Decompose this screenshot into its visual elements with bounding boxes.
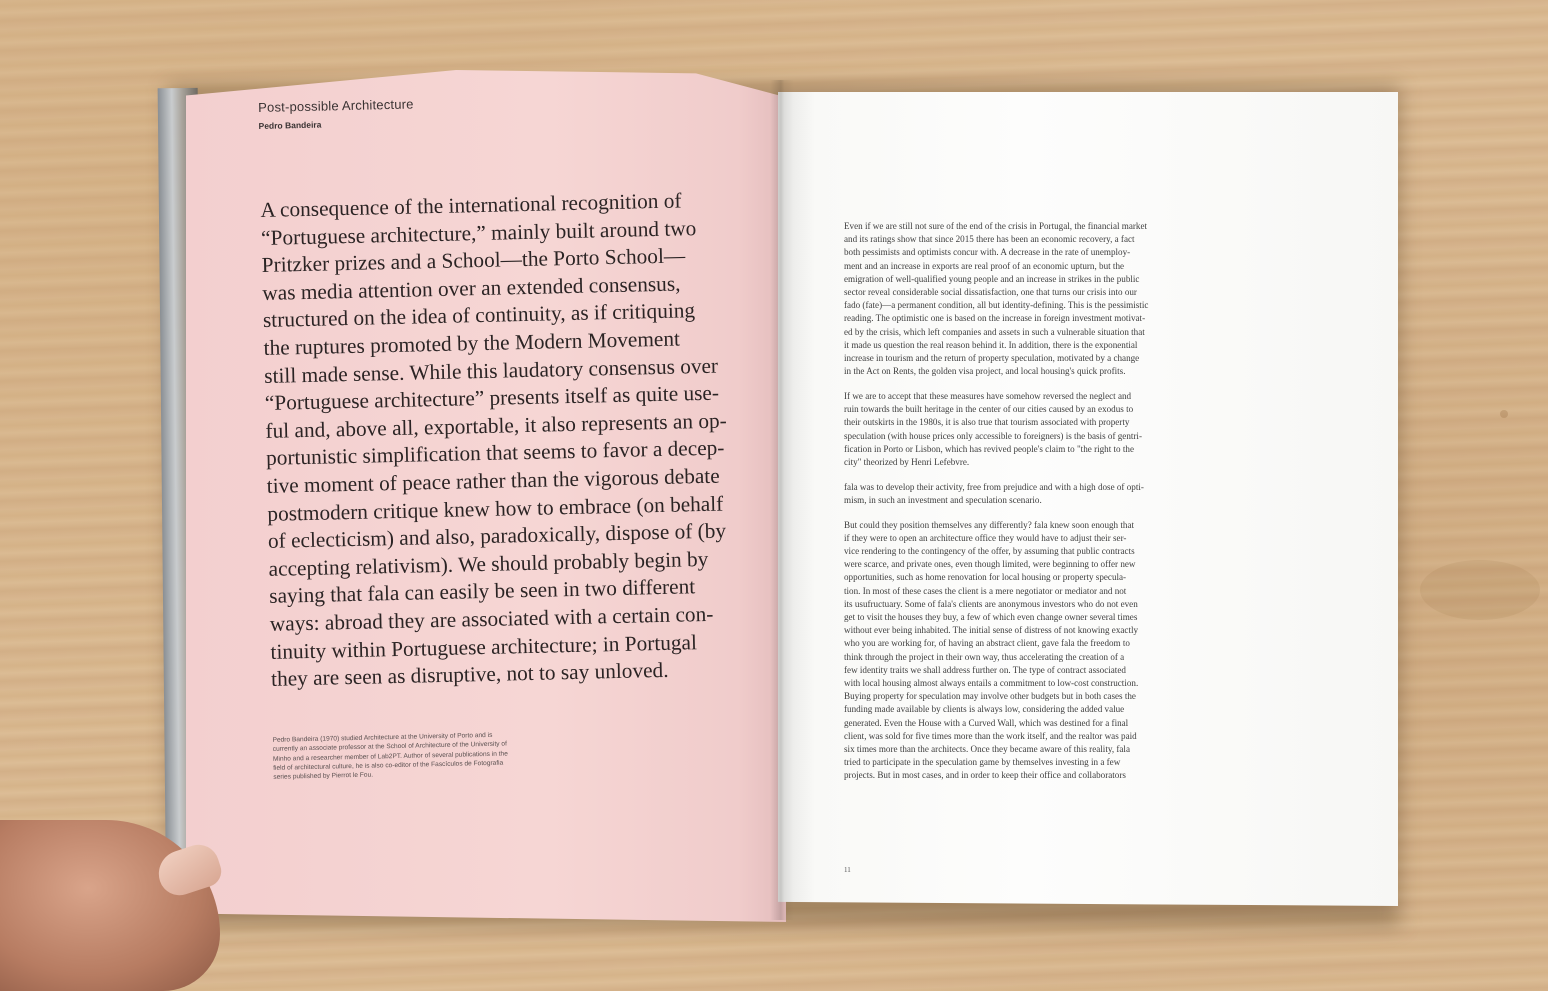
- body-line: client, was sold for five times more than the work itself, and the realtor was paid: [844, 730, 1137, 741]
- quote-line: Pritzker prizes and a School—the Porto School—: [261, 243, 686, 278]
- quote-line: tive moment of peace rather than the vigorous debate: [266, 463, 720, 498]
- body-line: both pessimists and optimists concur with. A decrease in the rate of unemploy-: [844, 247, 1131, 258]
- body-line: Even if we are still not sure of the end of the crisis in Portugal, the financial market: [844, 221, 1148, 231]
- quote-line: structured on the idea of continuity, as if critiquing: [262, 298, 696, 333]
- body-line: ment and an increase in exports are real proof of an economic upturn, but the: [844, 260, 1125, 271]
- pull-quote: [260, 186, 751, 693]
- left-page-content: [258, 89, 753, 782]
- quote-line: A consequence of the international recognition of: [260, 188, 682, 222]
- quote-line: accepting relativism). We should probably begin by: [268, 546, 709, 581]
- quote-line: still made sense. While this laudatory consensus over: [263, 353, 719, 388]
- body-line: fication in Porto or Lisbon, which has revived people's claim to "the right to the: [844, 443, 1134, 454]
- body-line: reading. The optimistic one is based on the increase in foreign investment motivat-: [844, 313, 1146, 324]
- quote-line: “Portuguese architecture” presents itself as quite use-: [264, 380, 720, 416]
- body-line: Buying property for speculation may involve other budgets but in both cases the: [844, 691, 1136, 702]
- quote-line: was media attention over an extended consensus,: [262, 271, 681, 305]
- right-page-body: [844, 220, 1216, 794]
- body-line: fado (fate)—a permanent condition, all but identity-defining. This is the pessimistic: [844, 300, 1149, 311]
- book-gutter: [770, 80, 794, 920]
- body-line: opportunities, such as home renovation for local housing or property specula-: [844, 572, 1127, 583]
- quote-line: they are seen as disruptive, not to say unloved.: [270, 657, 669, 691]
- body-line: get to visit the houses they buy, a few of which even change owner several times: [844, 611, 1138, 622]
- body-line: who you are working for, of having an abstract client, gave fala the freedom to: [844, 638, 1130, 649]
- body-line: speculation (with house prices only accessible to foreigners) is the basis of gentri-: [844, 430, 1142, 441]
- body-line: But could they position themselves any differently? fala knew soon enough that: [844, 519, 1135, 530]
- bio-line: series published by Pierrot le Fou.: [273, 771, 374, 782]
- body-paragraph: [844, 220, 1216, 378]
- body-line: funding made available by clients is always low, considering the added value: [844, 704, 1125, 715]
- body-paragraph: [844, 390, 1216, 469]
- body-line: vice rendering to the contingency of the offer, by assuming that public contracts: [844, 545, 1135, 556]
- body-line: tion. In most of these cases the client is a mere negotiator or mediator and not: [844, 585, 1127, 596]
- body-line: city" theorized by Henri Lefebvre.: [844, 456, 970, 467]
- body-line: its usufructuary. Some of fala's clients are anonymous investors who do not even: [844, 598, 1138, 609]
- quote-line: the ruptures promoted by the Modern Movement: [263, 326, 681, 360]
- quote-line: “Portuguese architecture,” mainly built around two: [260, 215, 697, 250]
- quote-line: ways: abroad they are associated with a certain con-: [269, 601, 714, 636]
- body-line: think through the project in their own way, thus accelerating the creation of a: [844, 651, 1125, 662]
- quote-line: saying that fala can easily be seen in two different: [268, 574, 696, 609]
- body-line: tried to participate in the speculation game by themselves investing in a few: [844, 757, 1121, 768]
- quote-line: portunistic simplification that seems to favor a decep-: [265, 435, 725, 471]
- body-line: ed by the crisis, which left companies and assets in such a vulnerable situation that: [844, 326, 1145, 337]
- running-author: Pedro Bandeira: [258, 119, 322, 131]
- body-line: fala was to develop their activity, free from prejudice and with a high dose of opti-: [844, 481, 1144, 492]
- bio-line: Pedro Bandeira (1970) studied Architecture at the University of Porto and is: [272, 731, 493, 744]
- body-line: ruin towards the built heritage in the center of our cities caused by an exodus to: [844, 404, 1134, 415]
- body-line: it made us question the real reason behind it. In addition, there is the exponential: [844, 339, 1138, 350]
- bio-line: field of architectural culture, he is also co-editor of the Fascículos de Fotografia: [273, 759, 504, 772]
- body-paragraph: [844, 519, 1216, 783]
- body-line: emigration of well-qualified young people and an increase in strikes in the public: [844, 273, 1140, 284]
- body-line: increase in tourism and the return of property speculation, motivated by a change: [844, 353, 1140, 364]
- body-line: mism, in such an investment and speculation scenario.: [844, 494, 1042, 505]
- body-line: If we are to accept that these measures have somehow reversed the neglect and: [844, 390, 1132, 401]
- body-line: were scarce, and private ones, even though limited, were beginning to offer new: [844, 559, 1136, 570]
- body-line: their outskirts in the 1980s, it is also true that tourism associated with property: [844, 417, 1130, 428]
- body-line: projects. But in most cases, and in order to keep their office and collaborators: [844, 770, 1126, 781]
- body-line: with local housing almost always entails a commitment to low-cost construction.: [844, 678, 1139, 688]
- bio-line: currently an associate professor at the School of Architecture of the University of: [272, 740, 507, 753]
- quote-line: tinuity within Portuguese architecture; in Portugal: [270, 629, 698, 664]
- body-line: few identity traits we shall address further on. The type of contract associated: [844, 664, 1126, 675]
- quote-line: of eclecticism) and also, paradoxically, dispose of (by: [267, 518, 727, 554]
- body-line: and its ratings show that since 2015 there has been an economic recovery, a fact: [844, 234, 1135, 245]
- quote-line: postmodern critique knew how to embrace (on behalf: [267, 491, 724, 526]
- body-paragraph: [844, 481, 1216, 507]
- wood-knot: [1500, 410, 1508, 418]
- body-line: six times more than the architects. Once they became aware of this reality, fala: [844, 744, 1130, 755]
- bio-line: Minho and a researcher member of Lab2PT. Author of several publications in the: [272, 750, 508, 763]
- body-line: if they were to open an architecture office they would have to adjust their ser-: [844, 532, 1127, 543]
- running-title: Post-possible Architecture: [258, 96, 414, 115]
- body-line: in the Act on Rents, the golden visa project, and local housing's quick profits.: [844, 366, 1126, 377]
- page-number: 11: [844, 866, 851, 874]
- wood-knot: [1420, 560, 1540, 620]
- body-line: without ever being inhabited. The initial sense of distress of not knowing exactly: [844, 625, 1139, 636]
- quote-line: ful and, above all, exportable, it also represents an op-: [265, 408, 727, 443]
- body-line: generated. Even the House with a Curved Wall, which was destined for a final: [844, 717, 1129, 728]
- body-line: sector reveal considerable social dissatisfaction, one that turns our crisis into our: [844, 287, 1137, 298]
